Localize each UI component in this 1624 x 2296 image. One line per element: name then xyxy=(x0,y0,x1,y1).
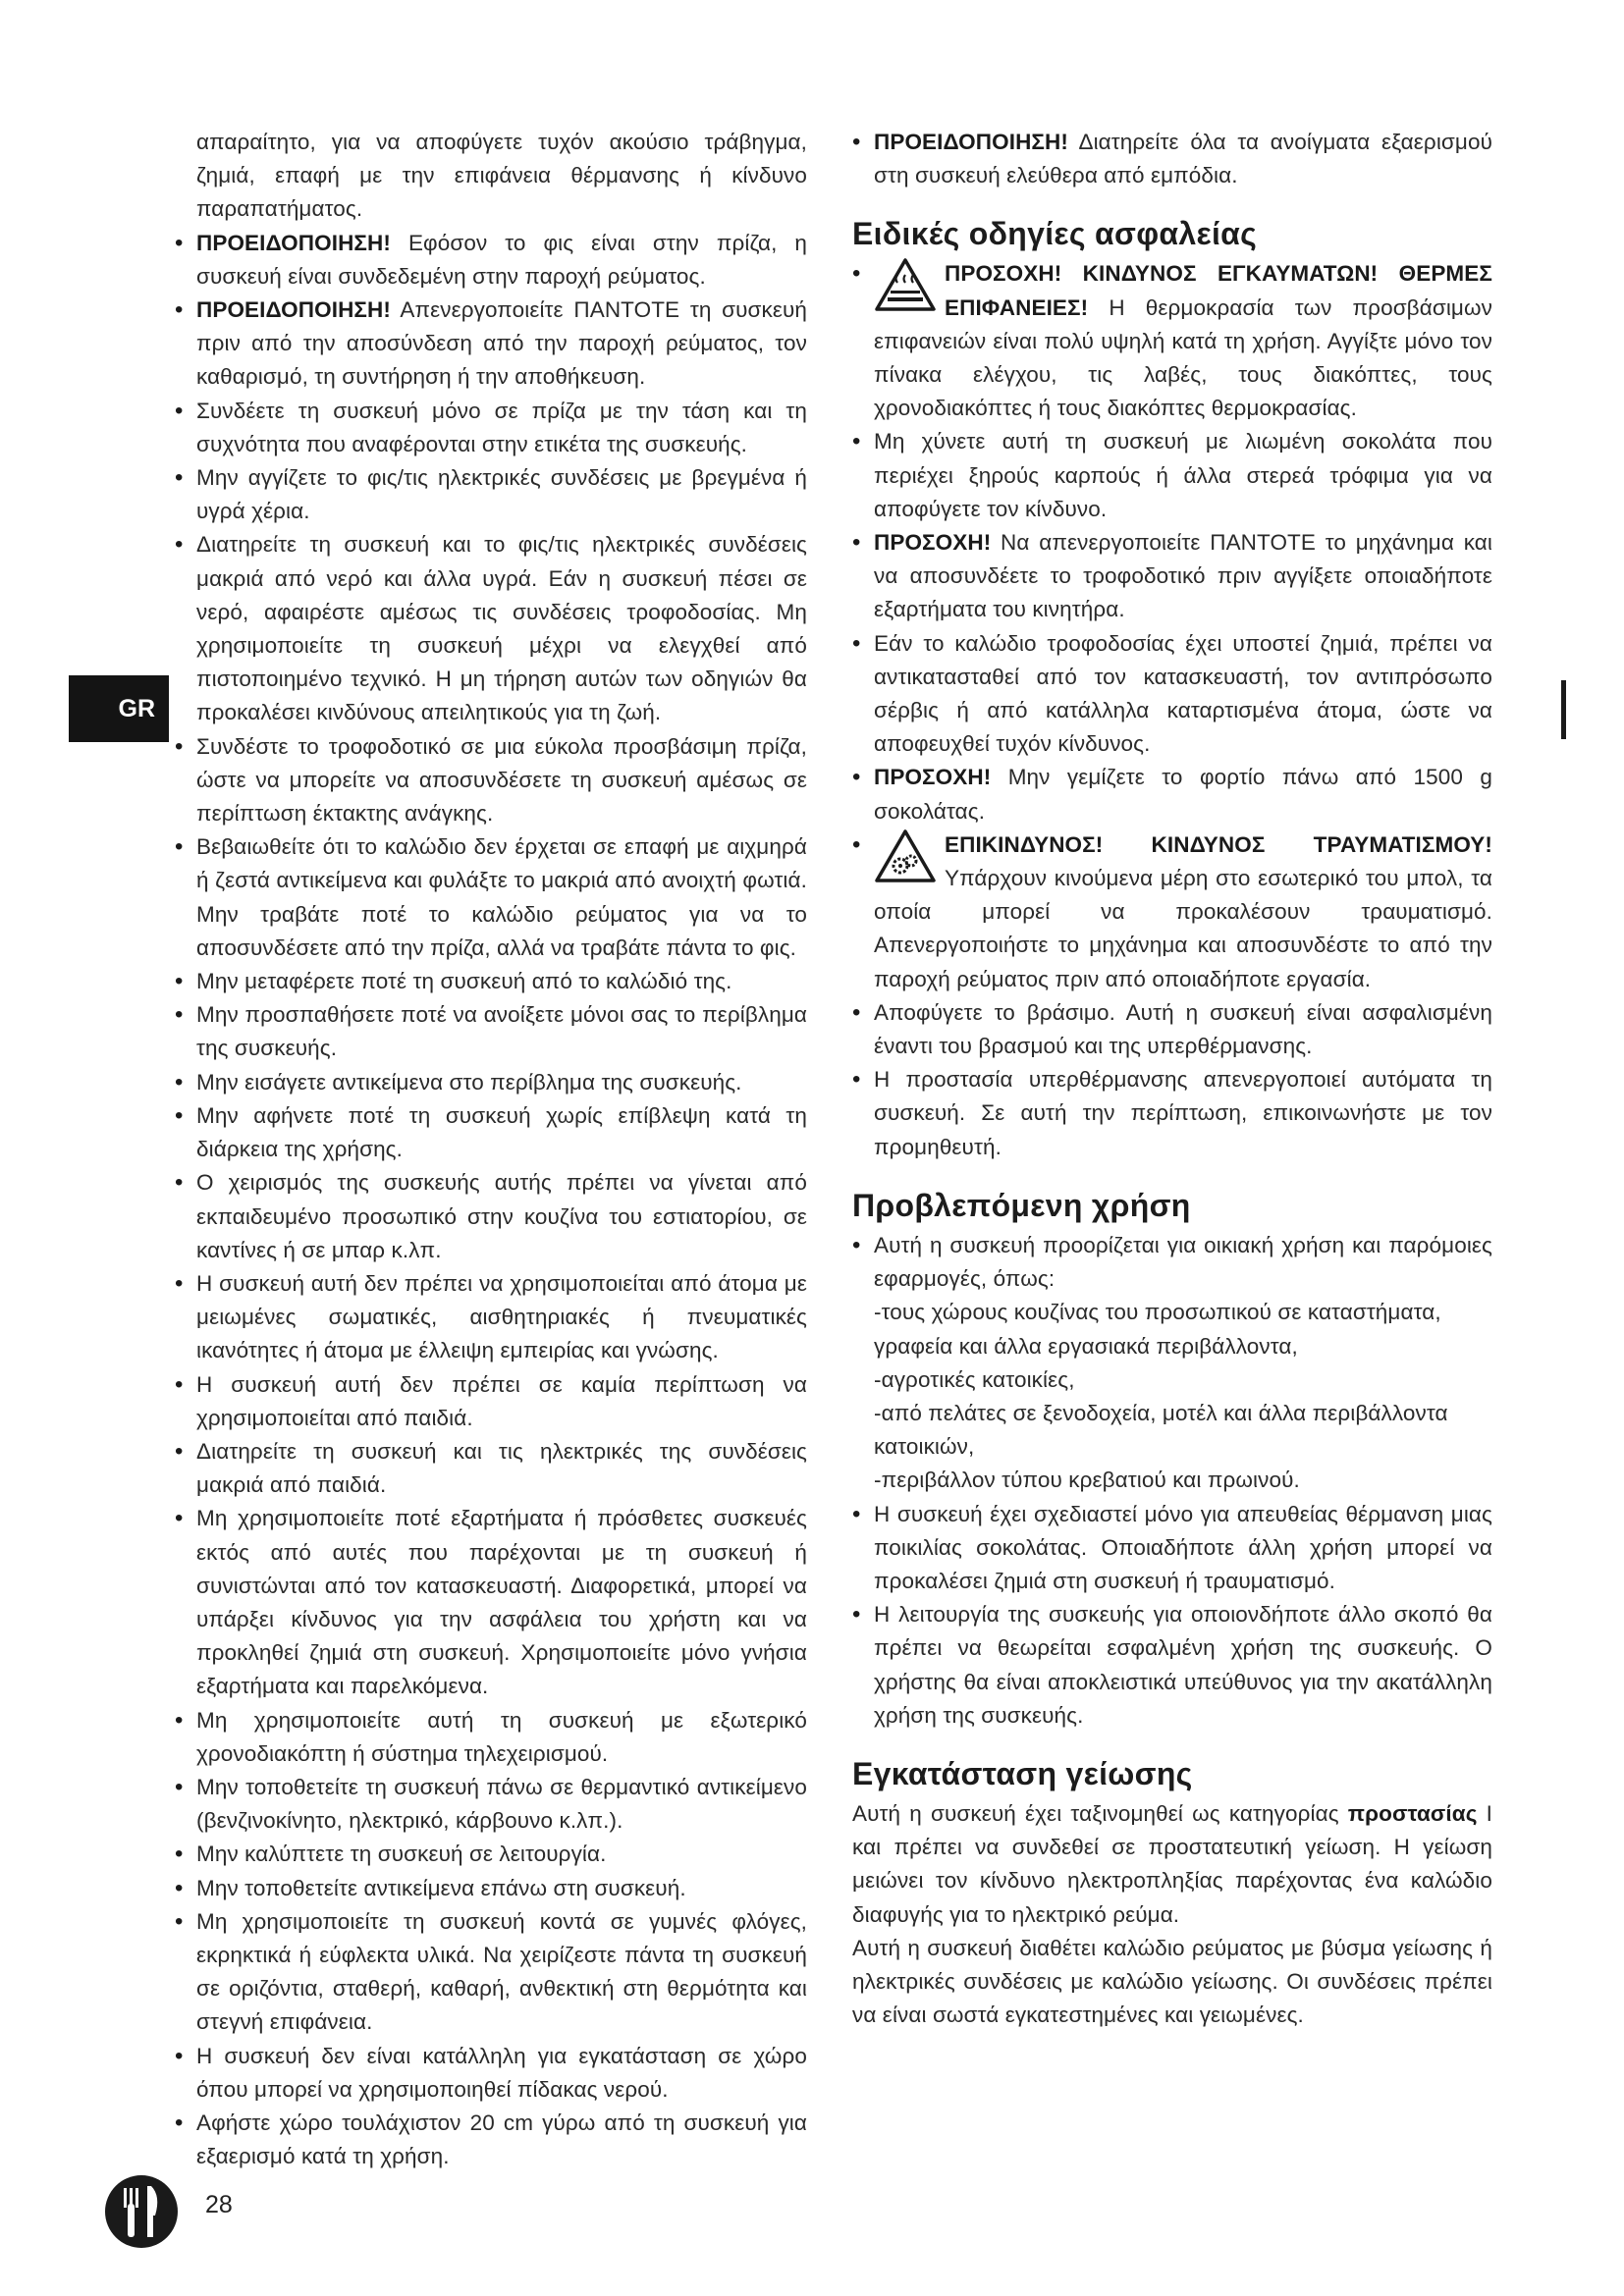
use-item: -από πελάτες σε ξενοδοχεία, μοτέλ και άλλα περιβάλλοντα κατοικιών, xyxy=(874,1400,1448,1460)
list-item: • Μην αγγίζετε το φις/τις ηλεκτρικές συνδέσεις με βρεγμένα ή υγρά χέρια. xyxy=(175,461,807,528)
list-item: • Μην εισάγετε αντικείμενα στο περίβλημα της συσκευής. xyxy=(175,1066,807,1099)
list-item: • Μη χύνετε αυτή τη συσκευή με λιωμένη σοκολάτα που περιέχει ξηρούς καρπούς ή άλλα στερεά τρόφιμα για να αποφύγετε τον κίνδυνο. xyxy=(852,425,1492,526)
list-item: • Αφήστε χώρο τουλάχιστον 20 cm γύρω από τη συσκευή για εξαερισμό κατά τη χρήση. xyxy=(175,2107,807,2173)
section-heading-intended-use: Προβλεπόμενη χρήση xyxy=(852,1187,1191,1223)
section-heading-grounding: Εγκατάσταση γείωσης xyxy=(852,1755,1193,1791)
list-item: • Μην αφήνετε ποτέ τη συσκευή χωρίς επίβλεψη κατά τη διάρκεια της χρήσης. xyxy=(175,1099,807,1166)
margin-bar xyxy=(1561,680,1566,739)
list-item: • Η συσκευή δεν είναι κατάλληλη για εγκατάσταση σε χώρο όπου μπορεί να χρησιμοποιηθεί πίδακας νερού. xyxy=(175,2040,807,2107)
use-item: -τους χώρους κουζίνας του προσωπικού σε καταστήματα, γραφεία και άλλα εργασιακά περιβάλλοντα, xyxy=(874,1300,1441,1359)
list-item: • Μη χρησιμοποιείτε τη συσκευή κοντά σε γυμνές φλόγες, εκρηκτικά ή εύφλεκτα υλικά. Να χειρίζεστε πάντα τη συσκευή σε οριζόντια, σταθερή, καθαρή, ανθεκτική στη θερμότητα και στεγνή επιφάνεια. xyxy=(175,1905,807,2040)
injury-warning: • ΕΠΙΚΙΝΔΥΝΟΣ! ΚΙΝΔΥΝΟΣ ΤΡΑΥΜΑΤΙΣΜΟΥ! Υπάρχουν κινούμενα μέρη στο εσωτερικό του μπολ, τα οποία μπορεί να προκαλέσουν τραυματισμό. Απενεργοποιήστε το μηχάνημα και αποσυνδέστε το από την παροχή ρεύματος πριν από οποιαδήποτε εργασία. xyxy=(852,828,1492,996)
moving-parts-warning-icon xyxy=(874,828,937,883)
list-item: • Η λειτουργία της συσκευής για οποιονδήποτε άλλο σκοπό θα πρέπει να θεωρείται εσφαλμένη χρήση της συσκευής. Ο χρήστης θα είναι αποκλειστικά υπεύθυνος για την ακατάλληλη χρήση της συσκευής. xyxy=(852,1598,1492,1733)
section-heading-special-safety: Ειδικές οδηγίες ασφαλείας xyxy=(852,216,1258,252)
grounding-paragraph-1: Αυτή η συσκευή έχει ταξινομηθεί ως κατηγορίας προστασίας I και πρέπει να συνδεθεί σε προστατευτική γείωση. Η γείωση μειώνει τον κίνδυνο ηλεκτροπληξίας παρέχοντας ένα καλώδιο διαφυγής για το ηλεκτρικό ρεύμα. xyxy=(852,1800,1493,1927)
list-item: • Συνδέστε το τροφοδοτικό σε μια εύκολα προσβάσιμη πρίζα, ώστε να μπορείτε να αποσυνδέσετε τη συσκευή αμέσως σε περίπτωση έκτακτης ανάγκης. xyxy=(175,730,807,831)
list-item: • Μην προσπαθήσετε ποτέ να ανοίξετε μόνοι σας το περίβλημα της συσκευής. xyxy=(175,998,807,1065)
list-item: • Μην τοποθετείτε τη συσκευή πάνω σε θερμαντικό αντικείμενο (βενζινοκίνητο, ηλεκτρικό, κάρβουνο κ.λπ.). xyxy=(175,1771,807,1838)
grounding-paragraph-2: Αυτή η συσκευή διαθέτει καλώδιο ρεύματος με βύσμα γείωσης ή ηλεκτρικές συνδέσεις με καλώδιο γείωσης. Οι συνδέσεις πρέπει να είναι σωστά εγκατεστημένες και γειωμένες. xyxy=(852,1935,1492,2028)
list-item: • Διατηρείτε τη συσκευή και το φις/τις ηλεκτρικές συνδέσεις μακριά από νερό και άλλα υγρά. Εάν η συσκευή πέσει σε νερό, αφαιρέστε αμέσως τις συνδέσεις τροφοδοσίας. Μη χρησιμοποιείτε τη συσκευή μέχρι να ελεγχθεί από πιστοποιημένο τεχνικό. Η μη τήρηση αυτών των οδηγιών θα προκαλέσει κινδύνους απειλητικούς για τη ζωή. xyxy=(175,528,807,729)
language-tab: GR xyxy=(69,675,169,742)
page-number: 28 xyxy=(205,2191,233,2218)
list-item: • ΠΡΟΕΙΔΟΠΟΙΗΣΗ! Απενεργοποιείτε ΠΑΝΤΟΤΕ τη συσκευή πριν από την αποσύνδεση από την παροχή ρεύματος, τον καθαρισμό, τη συντήρηση ή την αποθήκευση. xyxy=(175,294,807,395)
list-item: • ΠΡΟΕΙΔΟΠΟΙΗΣΗ! Εφόσον το φις είναι στην πρίζα, η συσκευή είναι συνδεδεμένη στην παροχή ρεύματος. xyxy=(175,227,807,294)
list-item: • Διατηρείτε τη συσκευή και τις ηλεκτρικές της συνδέσεις μακριά από παιδιά. xyxy=(175,1435,807,1502)
list-item: • Μην καλύπτετε τη συσκευή σε λειτουργία. xyxy=(175,1838,807,1871)
ventilation-warning: • ΠΡΟΕΙΔΟΠΟΙΗΣΗ! Διατηρείτε όλα τα ανοίγματα εξαερισμού στη συσκευή ελεύθερα από εμπόδια. xyxy=(852,126,1492,192)
list-item: • Μην τοποθετείτε αντικείμενα επάνω στη συσκευή. xyxy=(175,1872,807,1905)
use-item: -αγροτικές κατοικίες, xyxy=(874,1366,1075,1392)
list-item: • Η προστασία υπερθέρμανσης απενεργοποιεί αυτόματα τη συσκευή. Σε αυτή την περίπτωση, επικοινωνήστε με τον προμηθευτή. xyxy=(852,1063,1492,1164)
list-item: • Μη χρησιμοποιείτε ποτέ εξαρτήματα ή πρόσθετες συσκευές εκτός από αυτές που παρέχονται με τη συσκευή ή συνιστώνται από τον κατασκευαστή. Διαφορετικά, μπορεί να υπάρξει κίνδυνος για την ασφάλεια του χρήστη και να προκληθεί ζημιά στη συσκευή. Χρησιμοποιείτε μόνο γνήσια εξαρτήματα και παρελκόμενα. xyxy=(175,1502,807,1703)
list-item: • Εάν το καλώδιο τροφοδοσίας έχει υποστεί ζημιά, πρέπει να αντικατασταθεί από τον κατασκευαστή, τον αντιπρόσωπο σέρβις ή από κατάλληλα καταρτισμένα άτομα, ώστε να αποφευχθεί τυχόν κίνδυνος. xyxy=(852,627,1492,762)
special-safety-list-2 xyxy=(852,996,1492,1164)
left-safety-list xyxy=(175,227,807,2174)
right-column xyxy=(852,126,1492,2032)
special-safety-list xyxy=(852,425,1492,828)
left-column xyxy=(175,126,807,2173)
list-item: • Η συσκευή έχει σχεδιαστεί μόνο για απευθείας θέρμανση μιας ποικιλίας σοκολάτας. Οποιαδήποτε άλλη χρήση μπορεί να προκαλέσει ζημιά στη συσκευή ή τραυματισμό. xyxy=(852,1498,1492,1599)
intended-use-lead: • Αυτή η συσκευή προορίζεται για οικιακή χρήση και παρόμοιες εφαρμογές, όπως: xyxy=(852,1229,1492,1296)
hot-surface-warning-icon xyxy=(874,257,937,312)
list-item: • Βεβαιωθείτε ότι το καλώδιο δεν έρχεται σε επαφή με αιχμηρά ή ζεστά αντικείμενα και φυλάξτε το μακριά από ανοιχτή φωτιά. Μην τραβάτε ποτέ το καλώδιο ρεύματος για να το αποσυνδέσετε από την πρίζα, αλλά να τραβάτε πάντα το φις. xyxy=(175,830,807,965)
list-item: • Η συσκευή αυτή δεν πρέπει να χρησιμοποιείται από άτομα με μειωμένες σωματικές, αισθητηριακές ή πνευματικές ικανότητες ή άτομα με έλλειψη εμπειρίας και γνώσης. xyxy=(175,1267,807,1368)
list-item: • Μην μεταφέρετε ποτέ τη συσκευή από το καλώδιό της. xyxy=(175,965,807,998)
list-item: • ΠΡΟΣΟΧΗ! Να απενεργοποιείτε ΠΑΝΤΟΤΕ το μηχάνημα και να αποσυνδέετε το τροφοδοτικό πριν αγγίξετε οποιαδήποτε εξαρτήματα του κινητήρα. xyxy=(852,526,1492,627)
list-item: • Αποφύγετε το βράσιμο. Αυτή η συσκευή είναι ασφαλισμένη έναντι του βρασμού και της υπερθέρμανσης. xyxy=(852,996,1492,1063)
cutlery-logo-icon xyxy=(104,2174,179,2249)
list-item: • ΠΡΟΣΟΧΗ! Μην γεμίζετε το φορτίο πάνω από 1500 g σοκολάτας. xyxy=(852,761,1492,828)
intended-use-notes xyxy=(852,1498,1492,1733)
list-item: • Ο χειρισμός της συσκευής αυτής πρέπει να γίνεται από εκπαιδευμένο προσωπικό στην κουζίνα του εστιατορίου, σε καντίνες ή σε μπαρ κ.λπ. xyxy=(175,1166,807,1267)
list-item: • Συνδέετε τη συσκευή μόνο σε πρίζα με την τάση και τη συχνότητα που αναφέρονται στην ετικέτα της συσκευής. xyxy=(175,395,807,461)
list-item: • Μη χρησιμοποιείτε αυτή τη συσκευή με εξωτερικό χρονοδιακόπτη ή σύστημα τηλεχειρισμού. xyxy=(175,1704,807,1771)
list-item: • Η συσκευή αυτή δεν πρέπει σε καμία περίπτωση να χρησιμοποιείται από παιδιά. xyxy=(175,1368,807,1435)
intended-use-list xyxy=(852,1296,1492,1497)
intro-text: απαραίτητο, για να αποφύγετε τυχόν ακούσιο τράβηγμα, ζημιά, επαφή με την επιφάνεια θέρμανσης ή κίνδυνο παραπατήματος. xyxy=(196,130,807,222)
use-item: -περιβάλλον τύπου κρεβατιού και πρωινού. xyxy=(874,1468,1300,1493)
burn-warning: • ΠΡΟΣΟΧΗ! ΚΙΝΔΥΝΟΣ ΕΓΚΑΥΜΑΤΩΝ! ΘΕΡΜΕΣ ΕΠΙΦΑΝΕΙΕΣ! Η θερμοκρασία των προσβάσιμων επιφανειών είναι πολύ υψηλή κατά τη χρήση. Αγγίξτε μόνο τον πίνακα ελέγχου, τις λαβές, τους διακόπτες, τους χρονοδιακόπτες ή τους διακόπτες θερμοκρασίας. xyxy=(852,257,1492,425)
